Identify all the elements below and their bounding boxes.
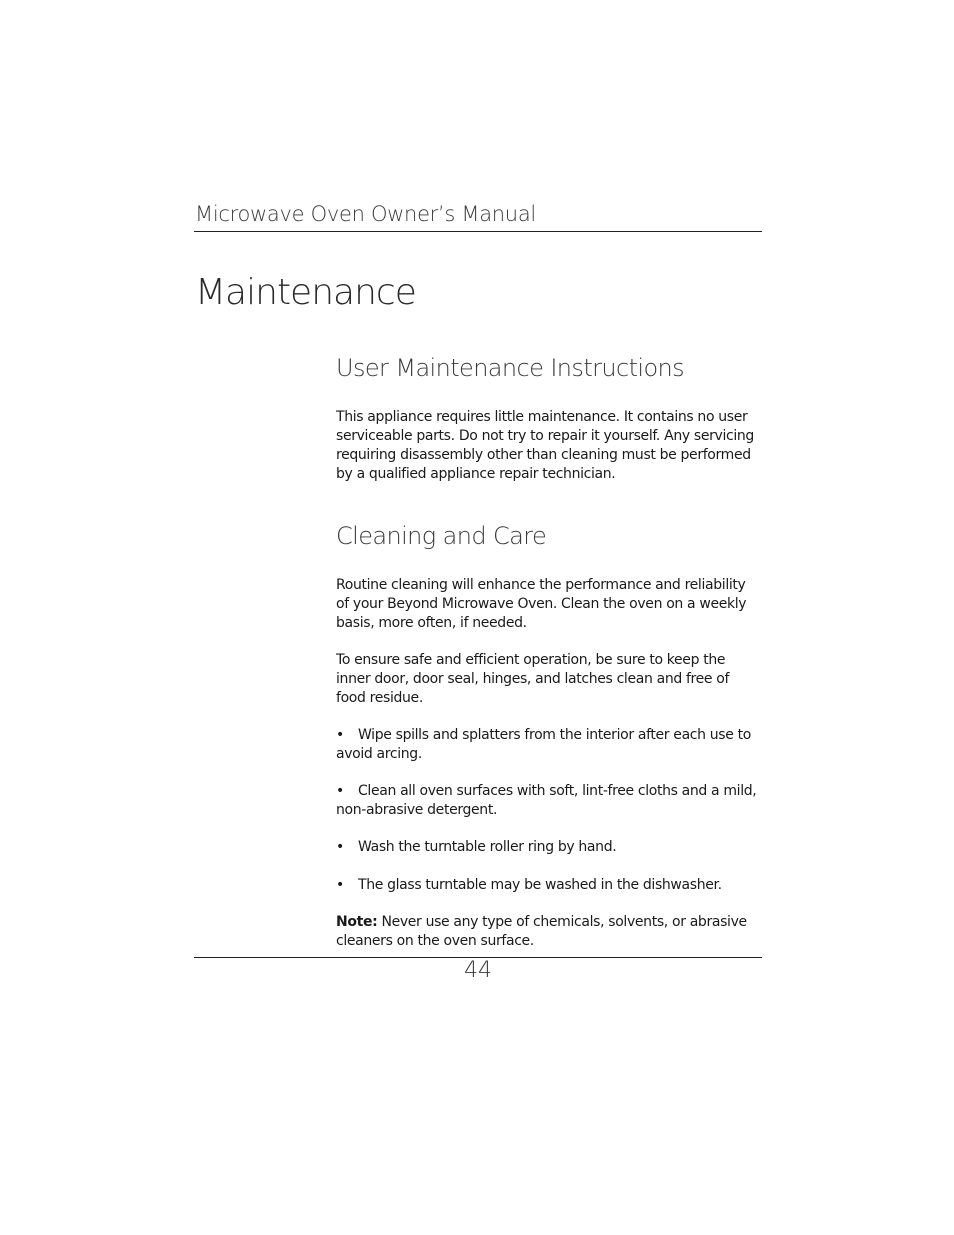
list-item: [336, 876, 762, 895]
bullet-marker: •: [336, 877, 344, 893]
page-title: Maintenance: [195, 272, 416, 313]
main-content: [336, 350, 762, 951]
note-label: Note:: [336, 914, 378, 930]
list-item: [336, 838, 762, 857]
section-heading-cleaning: Cleaning and Care: [336, 522, 547, 550]
running-header-title: Microwave Oven Owner’s Manual: [195, 202, 536, 226]
cleaning-paragraph-1: Routine cleaning will enhance the performance and reliability of your Beyond Microwave Oven. Clean the oven on a weekly basis, more often, if needed.: [336, 577, 747, 631]
list-item-text: Wash the turntable roller ring by hand.: [358, 839, 617, 855]
page-number: 44: [464, 958, 492, 983]
list-item-text: Clean all oven surfaces with soft, lint-free cloths and a mild, non-abrasive detergent.: [336, 783, 757, 818]
header-divider: [194, 231, 762, 232]
bullet-marker: •: [336, 839, 344, 855]
bullet-marker: •: [336, 783, 344, 799]
user-maintenance-paragraph: This appliance requires little maintenance. It contains no user serviceable parts. Do not try to repair it yourself. Any servicing requiring disassembly other than cleaning must be performed by a qualified appliance repair technician.: [336, 409, 754, 482]
list-item-text: Wipe spills and splatters from the interior after each use to avoid arcing.: [336, 727, 751, 762]
cleaning-paragraph-2: To ensure safe and efficient operation, be sure to keep the inner door, door seal, hinges, and latches clean and free of food residue.: [336, 652, 730, 706]
list-item: [336, 782, 762, 820]
note-text: Never use any type of chemicals, solvents, or abrasive cleaners on the oven surface.: [336, 914, 747, 949]
bullet-marker: •: [336, 727, 344, 743]
list-item: [336, 726, 762, 764]
note-paragraph: [336, 913, 762, 951]
section-heading-user-maintenance: User Maintenance Instructions: [336, 354, 685, 382]
list-item-text: The glass turntable may be washed in the dishwasher.: [358, 877, 722, 893]
